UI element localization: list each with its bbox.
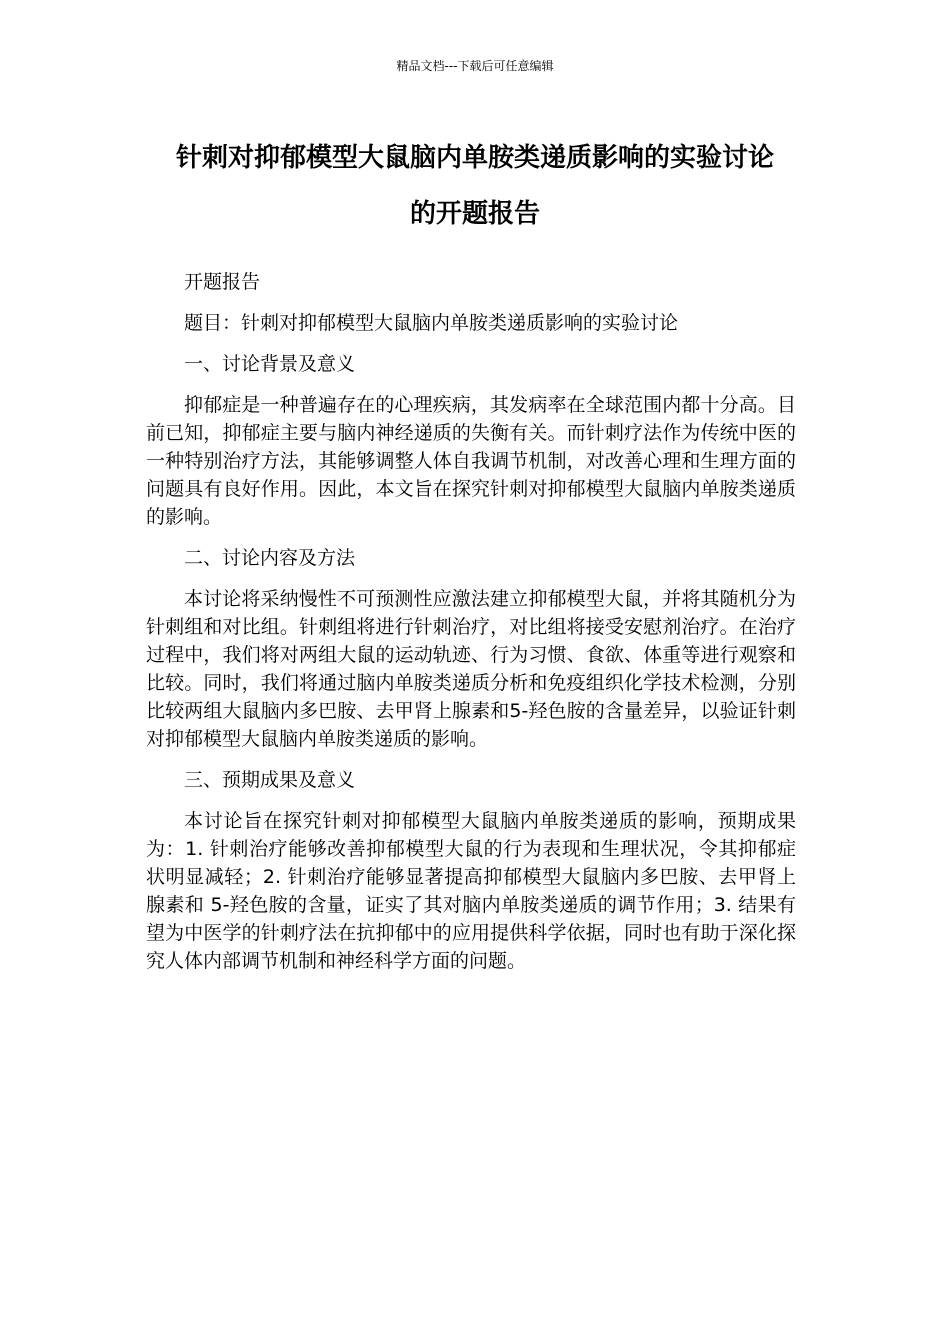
paragraph-expected-results: 本讨论旨在探究针刺对抑郁模型大鼠脑内单胺类递质的影响，预期成果为：1. 针刺治疗能够改善抑郁模型大鼠的行为表现和生理状况，令其抑郁症状明显减轻；2. 针刺治疗能够显著提高抑郁模型大鼠脑内多巴胺、去甲肾上腺素和 5-羟色胺的含量，证实了其对脑内单胺类递质的调节作用；3. 结果有望为中医学的针刺疗法在抗抑郁中的应用提供科学依据，同时也有助于深化探究人体内部调节机制和神经科学方面的问题。 [146, 810, 796, 972]
section-label-report: 开题报告 [184, 271, 261, 293]
section-heading-methods: 二、讨论内容及方法 [184, 547, 356, 569]
section-heading-expected-results: 三、预期成果及意义 [184, 769, 356, 791]
page-header-watermark: 精品文档---下载后可任意编辑 [396, 59, 554, 73]
section-heading-background: 一、讨论背景及意义 [184, 353, 356, 375]
paragraph-methods: 本讨论将采纳慢性不可预测性应激法建立抑郁模型大鼠，并将其随机分为针刺组和对比组。针刺组将进行针刺治疗，对比组将接受安慰剂治疗。在治疗过程中，我们将对两组大鼠的运动轨迹、行为习惯、食欲、体重等进行观察和比较。同时，我们将通过脑内单胺类递质分析和免疫组织化学技术检测，分别比较两组大鼠脑内多巴胺、去甲肾上腺素和5-羟色胺的含量差异，以验证针刺对抑郁模型大鼠脑内单胺类递质的影响。 [146, 588, 796, 750]
document-body [146, 268, 796, 988]
document-title-line-2: 的开题报告 [409, 199, 540, 229]
paragraph-background: 抑郁症是一种普遍存在的心理疾病，其发病率在全球范围内都十分高。目前已知，抑郁症主要与脑内神经递质的失衡有关。而针刺疗法作为传统中医的一种特别治疗方法，其能够调整人体自我调节机制，对改善心理和生理方面的问题具有良好作用。因此，本文旨在探究针刺对抑郁模型大鼠脑内单胺类递质的影响。 [146, 394, 796, 528]
document-title [120, 130, 830, 242]
document-title-line-1: 针刺对抑郁模型大鼠脑内单胺类递质影响的实验讨论 [175, 143, 774, 173]
topic-line: 题目：针刺对抑郁模型大鼠脑内单胺类递质影响的实验讨论 [184, 312, 679, 334]
